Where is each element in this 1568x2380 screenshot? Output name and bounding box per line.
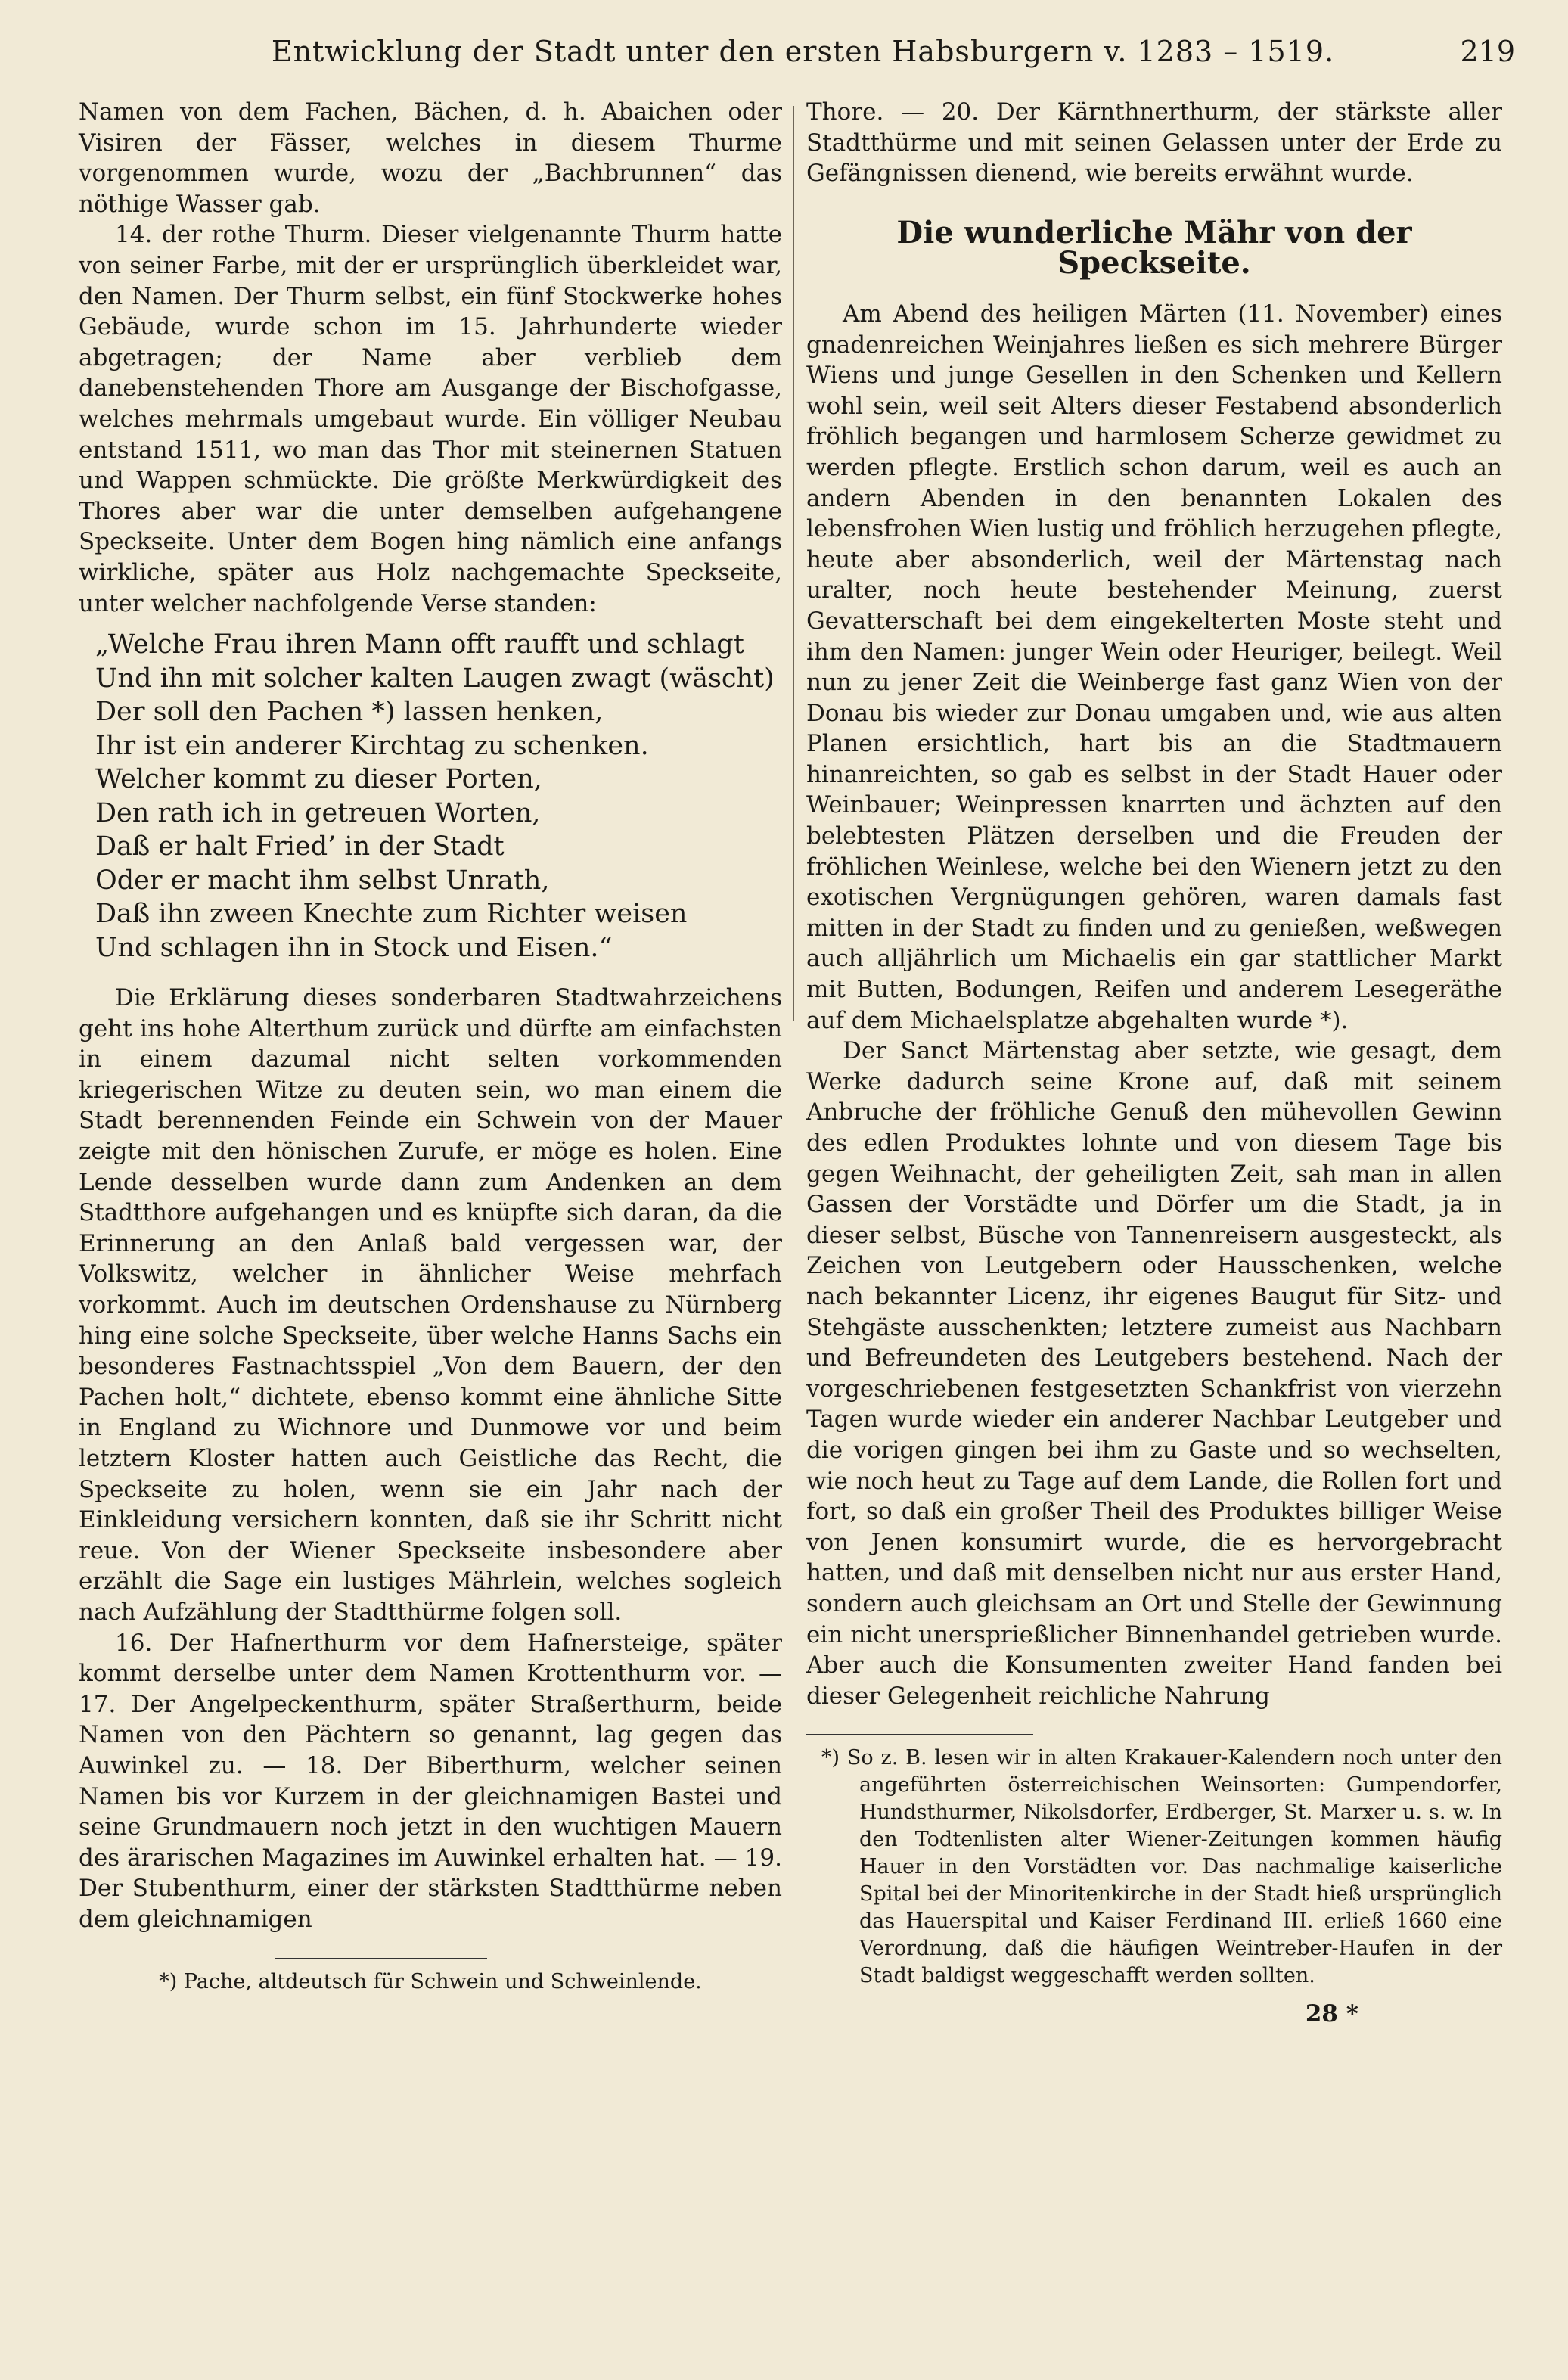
verse-line: „Welche Frau ihren Mann offt raufft und schlagt <box>95 629 744 660</box>
page-number: 219 <box>1460 35 1515 68</box>
verse-line: Den rath ich in getreuen Worten, <box>95 797 541 828</box>
verse-line: Und schlagen ihn in Stock und Eisen.“ <box>95 932 613 963</box>
footnote: *) So z. B. lesen wir in alten Krakauer-Kalendern noch unter den angeführten österreichischen Weinsorten: Gumpendorfer, Hundsthurmer, Nikolsdorfer, Erdberger, St. Marxer u. s. w. In den Todtenlisten alter Wiener-Zeitungen kommen häufig Hauer in den Vorstädten vor. Das nachmalige kaiserliche Spital bei der Minoritenkirche in der Stadt hieß ursprünglich das Hauerspital und Kaiser Ferdinand III. erließ 1660 eine Verordnung, daß die häufigen Weintreber-Haufen in der Stadt baldigst weggeschafft werden sollten. <box>821 1746 1502 1988</box>
paragraph-towers-16-19: 16. Der Hafnerthurm vor dem Hafnersteige, später kommt derselbe unter dem Namen Krottenthurm vor. — 17. Der Angelpeckenthurm, später Straßerthurm, beide Namen von den Pächtern so genannt, lag gegen das Auwinkel zu. — 18. Der Biberthurm, welcher seinen Namen bis vor Kurzem in der gleichnamigen Bastei und seine Grundmauern noch jetzt in den wuchtigen Mauern des ärarischen Magazines im Auwinkel erhalten hat. — 19. Der Stubenthurm, einer der stärksten Stadtthürme neben dem gleichnamigen <box>79 1629 782 1933</box>
paragraph: Namen von dem Fachen, Bächen, d. h. Abaichen oder Visiren der Fässer, welches in diesem Thurme vorgenommen wurde, wozu der „Bachbrunnen“ das nöthige Wasser gab. <box>79 98 782 218</box>
verse-line: Ihr ist ein anderer Kirchtag zu schenken. <box>95 730 649 761</box>
footnote-divider <box>275 1958 487 1959</box>
running-head <box>91 35 1515 77</box>
paragraph-wine-tavern: Der Sanct Märtenstag aber setzte, wie gesagt, dem Werke dadurch seine Krone auf, daß mit seinem Anbruche der fröhliche Genuß den mühevollen Gewinn des edlen Produktes lohnte und von diesem Tage bis gegen Weihnacht, der geheiligten Zeit, sah man in allen Gassen der Vorstädte und Dörfer um die Stadt, ja in dieser selbst, Büsche von Tannenreisern ausgesteckt, als Zeichen von Leutgebern oder Hausschenken, welche nach bekannter Licenz, ihr eigenes Baugut für Sitz- und Stehgäste ausschenkten; letztere zumeist aus Nachbarn und Befreundeten des Leutgebers bestehend. Nach der vorgeschriebenen festgesetzten Schankfrist von vierzehn Tagen wurde wieder ein anderer Nachbar Leutgeber und die vorigen gingen bei ihm zu Gaste und so wechselten, wie noch heut zu Tage auf dem Lande, die Rollen fort und fort, so daß ein großer Theil des Produktes billiger Weise von Jenen konsumirt wurde, die es hervorgebracht hatten, und daß mit denselben nicht nur aus erster Hand, sondern auch gleichsam an Ort und Stelle der Gewinnung ein nicht unersprießlicher Binnenhandel getrieben wurde. Aber auch die Konsumenten zweiter Hand fanden bei dieser Gelegenheit reichliche Nahrung <box>806 1037 1502 1710</box>
verse-line: Welcher kommt zu dieser Porten, <box>95 764 542 795</box>
right-column <box>806 97 1502 2030</box>
footnote: *) Pache, altdeutsch für Schwein und Schweinlende. <box>159 1969 702 1993</box>
paragraph-red-tower: 14. der rothe Thurm. Dieser vielgenannte Thurm hatte von seiner Farbe, mit der er ursprünglich überkleidet war, den Namen. Der Thurm selbst, ein fünf Stockwerke hohes Gebäude, wurde schon im 15. Jahrhunderte wieder abgetragen; der Name aber verblieb dem danebenstehenden Thore am Ausgange der Bischofgasse, welches mehrmals umgebaut wurde. Ein völliger Neubau entstand 1511, wo man das Thor mit steinernen Statuen und Wappen schmückte. Die größte Merkwürdigkeit des Thores aber war die unter demselben aufgehangene Speckseite. Unter dem Bogen hing nämlich eine anfangs wirkliche, später aus Holz nachgemachte Speckseite, unter welcher nachfolgende Verse standen: <box>79 221 782 617</box>
verse-line: Der soll den Pachen *) lassen henken, <box>95 697 604 728</box>
verse-line: Oder er macht ihm selbst Unrath, <box>95 865 550 896</box>
paragraph: Thore. — 20. Der Kärnthnerthurm, der stärkste aller Stadtthürme und mit seinen Gelassen unter der Erde zu Gefängnissen dienend, wie bereits erwähnt wurde. <box>806 98 1502 188</box>
verse-line: Daß er halt Fried’ in der Stadt <box>95 831 505 862</box>
footnote-divider <box>806 1734 1033 1735</box>
footnote-area <box>806 1734 1502 1990</box>
footnote-area <box>79 1958 782 1996</box>
paragraph-explanation: Die Erklärung dieses sonderbaren Stadtwahrzeichens geht ins hohe Alterthum zurück und dürfte am einfachsten in einem dazumal nicht selten vorkommenden kriegerischen Witze zu deuten sein, wo man einem die Stadt berennenden Feinde ein Schwein von der Mauer zeigte mit den hönischen Zurufe, er möge es holen. Eine Lende desselben wurde dann zum Andenken an dem Stadtthore aufgehangen und es knüpfte sich daran, da die Erinnerung an den Anlaß bald vergessen war, der Volkswitz, welcher in ähnlicher Weise mehrfach vorkommt. Auch im deutschen Ordenshause zu Nürnberg hing eine solche Speckseite, über welche Hanns Sachs ein besonderes Fastnachtsspiel „Von dem Bauern, der den Pachen holt,“ dichtete, ebenso kommt eine ähnliche Sitte in England zu Wichnore und Dunmowe vor und beim letztern Kloster hatten auch Geistliche das Recht, die Speckseite zu holen, wenn sie ein Jahr nach der Einkleidung versichern konnten, daß sie ihr Schritt nicht reue. Von der Wiener Speckseite insbesondere aber erzählt die Sage ein lustiges Mährlein, welches sogleich nach Aufzählung der Stadtthürme folgen soll. <box>79 984 782 1626</box>
running-title: Entwicklung der Stadt unter den ersten Habsburgern v. 1283 – 1519. <box>271 35 1335 68</box>
verse-block <box>95 628 782 965</box>
verse-line: Und ihn mit solcher kalten Laugen zwagt (wäscht) <box>95 663 775 694</box>
left-column <box>79 97 782 1996</box>
column-divider <box>793 106 794 1021</box>
section-heading: Die wunderliche Mähr von der Speckseite. <box>896 214 1412 281</box>
signature-mark: 28 * <box>1305 2000 1358 2028</box>
verse-line: Daß ihn zween Knechte zum Richter weisen <box>95 899 688 930</box>
paragraph-martinmas: Am Abend des heiligen Märten (11. November) eines gnadenreichen Weinjahres ließen es sich mehrere Bürger Wiens und junge Gesellen in den Schenken und Kellern wohl sein, weil seit Alters dieser Festabend absonderlich fröhlich begangen und harmlosem Scherze gewidmet zu werden pflegte. Erstlich schon darum, weil es auch an andern Abenden in den benannten Lokalen des lebensfrohen Wien lustig und fröhlich herzugehen pflegte, heute aber absonderlich, weil der Märtenstag nach uralter, noch heute bestehender Meinung, zuerst Gevatterschaft bei dem eingekelterten Moste steht und ihm den Namen: junger Wein oder Heuriger, beilegt. Weil nun zu jener Zeit die Weinberge fast ganz Wien von der Donau bis wieder zur Donau umgaben und, wie aus alten Planen ersichtlich, hart bis an die Stadtmauern hinanreichten, so gab es selbst in der Stadt Hauer oder Weinbauer; Weinpressen knarrten und ächzten auf den belebtesten Plätzen derselben und die Freuden der fröhlichen Weinlese, welche bei den Wienern jetzt zu den exotischen Vergnügungen gehören, waren damals fast mitten in der Stadt zu finden und zu genießen, weßwegen auch alljährlich um Michaelis ein gar stattlicher Markt mit Butten, Bodungen, Reifen und anderem Lesegeräthe auf dem Michaelsplatze abgehalten wurde *). <box>806 300 1502 1034</box>
